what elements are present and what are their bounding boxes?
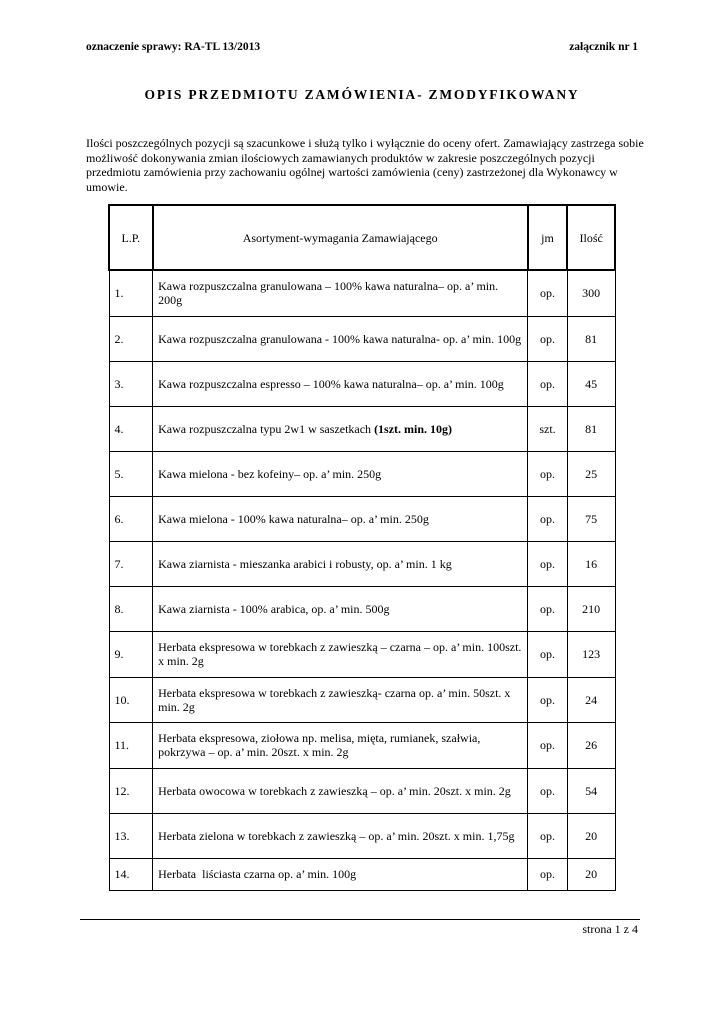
row-asortyment-bold: (1szt. min. 10g) [374,421,453,436]
table-row [109,722,615,768]
row-ilosc: 45 [567,361,615,406]
row-asortyment [153,722,528,768]
row-asortyment-text: Herbata ekspresowa, ziołowa np. melisa, mięta, rumianek, szałwia, pokrzywa – op. a’ min. 20szt. x min. 2g [158,731,484,759]
row-jm: op. [528,451,568,496]
row-ilosc: 20 [567,813,615,858]
row-ilosc: 25 [567,451,615,496]
row-lp: 2. [109,316,153,361]
row-asortyment-text: Kawa mielona - 100% kawa naturalna– op. a’ min. 250g [158,511,429,526]
row-asortyment-text: Herbata liściasta czarna op. a’ min. 100g [158,867,357,881]
row-asortyment [153,451,528,496]
attachment-label: załącznik nr 1 [569,41,638,53]
table-row [109,316,615,361]
row-ilosc: 24 [567,677,615,722]
row-asortyment-text: Kawa rozpuszczalna typu 2w1 w saszetkach [158,421,375,436]
intro-paragraph: Ilości poszczególnych pozycji są szacunkowe i służą tylko i wyłącznie do oceny ofert. Zamawiający zastrzega sobie możliwość dokonywania zmian ilościowych zamawianych produktów w zakresie poszczególnych pozycji przedmiotu zamówienia przy zachowaniu ogólnej wartości zamówienia (ceny) zastrzeżonej dla Wykonawcy w umowie. [86,136,644,194]
table-row [109,451,615,496]
row-jm: op. [528,316,568,361]
page-number: strona 1 z 4 [582,922,638,936]
row-asortyment-text: Kawa rozpuszczalna granulowana - 100% kawa naturalna- op. a’ min. 100g [158,331,522,346]
row-lp: 4. [109,406,153,451]
row-lp: 7. [109,541,153,586]
row-ilosc: 75 [567,496,615,541]
row-asortyment-text: Herbata owocowa w torebkach z zawieszką – op. a’ min. 20szt. x min. 2g [158,783,511,798]
row-lp: 12. [109,768,153,813]
table-row [109,270,615,316]
row-asortyment-text: Kawa ziarnista - 100% arabica, op. a’ min. 500g [158,601,390,616]
row-jm: op. [528,631,568,677]
row-ilosc: 26 [567,722,615,768]
row-asortyment [153,677,528,722]
document-title: OPIS PRZEDMIOTU ZAMÓWIENIA- ZMODYFIKOWANY [144,87,580,102]
row-lp: 5. [109,451,153,496]
row-ilosc: 54 [567,768,615,813]
row-lp: 11. [109,722,153,768]
row-asortyment [153,586,528,631]
row-asortyment-text: Kawa rozpuszczalna espresso – 100% kawa naturalna– op. a’ min. 100g [158,376,504,391]
row-lp: 10. [109,677,153,722]
table-row [109,858,615,890]
table-header-row [109,205,615,270]
row-asortyment [153,406,528,451]
row-ilosc: 20 [567,858,615,890]
table-row [109,496,615,541]
row-asortyment [153,270,528,316]
table-row [109,768,615,813]
row-jm: op. [528,361,568,406]
row-jm: op. [528,858,568,890]
table-row [109,406,615,451]
header-lp: L.P. [109,205,153,270]
row-lp: 8. [109,586,153,631]
row-asortyment [153,858,528,890]
row-ilosc: 16 [567,541,615,586]
table-row [109,813,615,858]
row-jm: op. [528,768,568,813]
row-ilosc: 300 [567,270,615,316]
row-lp: 13. [109,813,153,858]
row-ilosc: 123 [567,631,615,677]
row-asortyment [153,631,528,677]
row-jm: szt. [528,406,568,451]
table-row [109,677,615,722]
row-ilosc: 81 [567,316,615,361]
case-number: oznaczenie sprawy: RA-TL 13/2013 [86,41,261,53]
header-jm: jm [528,205,568,270]
row-jm: op. [528,496,568,541]
row-asortyment [153,768,528,813]
row-jm: op. [528,541,568,586]
row-asortyment [153,316,528,361]
table-row [109,631,615,677]
row-asortyment-text: Kawa rozpuszczalna granulowana – 100% kawa naturalna– op. a’ min. 200g [158,279,502,308]
row-asortyment [153,496,528,541]
row-lp: 9. [109,631,153,677]
footer-divider [80,919,640,920]
row-asortyment-text: Herbata ekspresowa w torebkach z zawieszką – czarna – op. a’ min. 100szt. x min. 2g [158,640,525,668]
row-jm: op. [528,677,568,722]
table-row [109,361,615,406]
row-asortyment [153,541,528,586]
table-row [109,586,615,631]
row-jm: op. [528,270,568,316]
row-ilosc: 81 [567,406,615,451]
row-lp: 1. [109,270,153,316]
row-jm: op. [528,813,568,858]
row-asortyment-text: Herbata zielona w torebkach z zawieszką – op. a’ min. 20szt. x min. 1,75g [158,828,515,843]
row-lp: 6. [109,496,153,541]
row-asortyment-text: Kawa mielona - bez kofeiny– op. a’ min. 250g [158,466,382,481]
header-asortyment: Asortyment-wymagania Zamawiającego [153,205,528,270]
row-jm: op. [528,722,568,768]
row-asortyment-text: Herbata ekspresowa w torebkach z zawieszką- czarna op. a’ min. 50szt. x min. 2g [158,685,514,714]
row-jm: op. [528,586,568,631]
header-ilosc: Ilość [567,205,615,270]
row-lp: 3. [109,361,153,406]
row-ilosc: 210 [567,586,615,631]
row-asortyment [153,361,528,406]
row-asortyment [153,813,528,858]
row-lp: 14. [109,858,153,890]
table-row [109,541,615,586]
items-table [108,204,616,891]
row-asortyment-text: Kawa ziarnista - mieszanka arabici i robusty, op. a’ min. 1 kg [158,556,452,571]
